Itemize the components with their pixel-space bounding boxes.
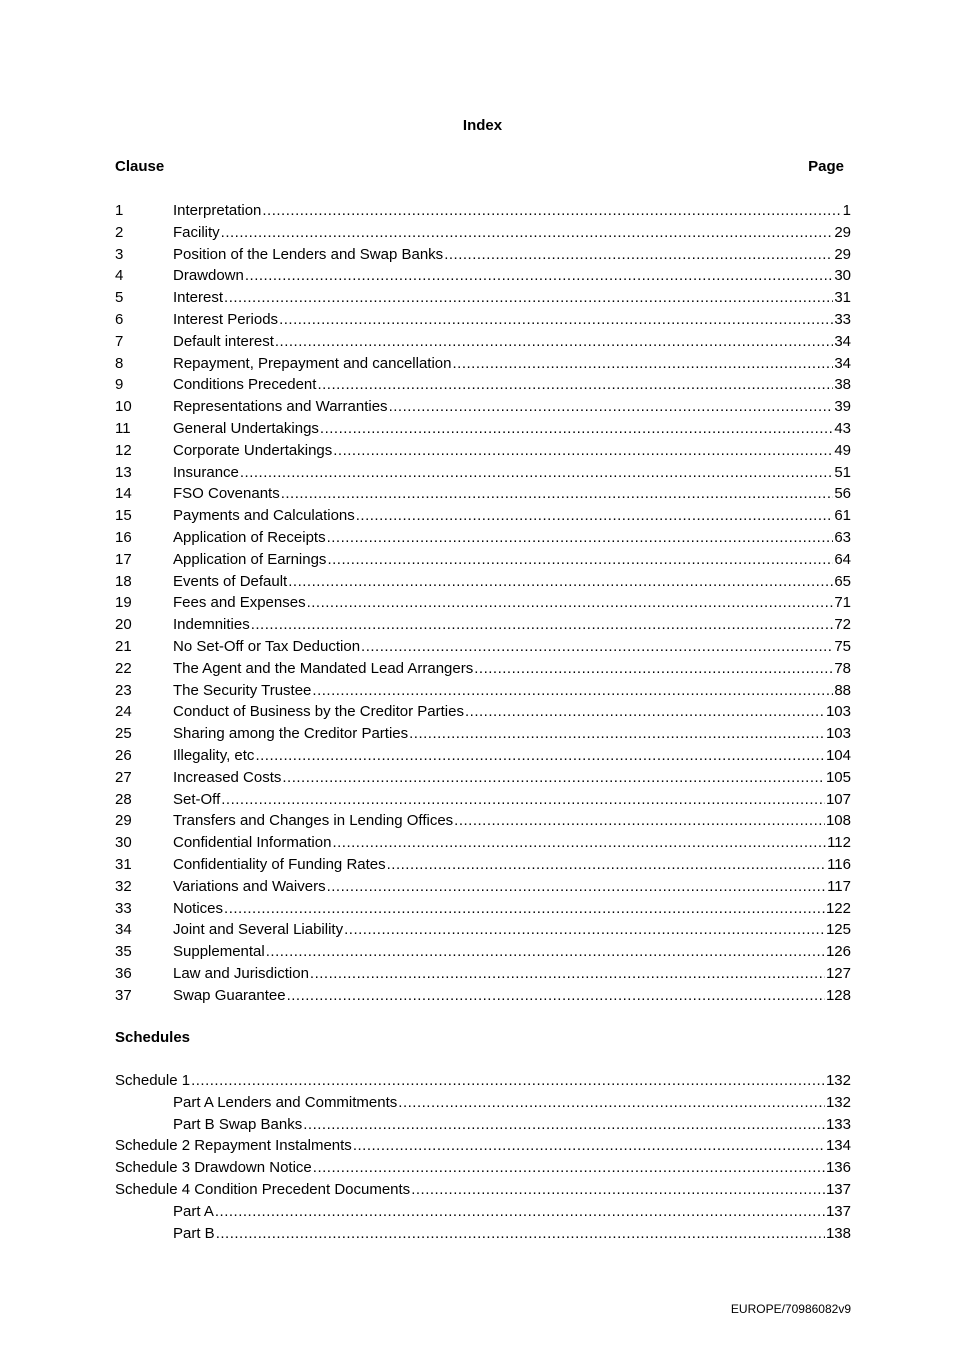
dot-leader bbox=[215, 1201, 825, 1223]
dot-leader bbox=[332, 832, 826, 854]
clause-number: 32 bbox=[115, 877, 132, 895]
clause-title: Interpretation bbox=[173, 202, 262, 219]
schedule-entry[interactable] bbox=[115, 1157, 851, 1179]
page-number: 138 bbox=[825, 1224, 851, 1242]
clause-title: The Agent and the Mandated Lead Arrangers bbox=[173, 659, 474, 677]
page-number: 112 bbox=[827, 834, 851, 852]
schedule-part-entry[interactable] bbox=[115, 1092, 851, 1114]
dot-leader bbox=[333, 440, 833, 462]
clause-list bbox=[115, 200, 851, 1006]
clause-title: Application of Receipts bbox=[173, 528, 326, 546]
clause-number: 23 bbox=[115, 681, 132, 699]
toc-entry[interactable] bbox=[115, 898, 851, 920]
clause-number: 18 bbox=[115, 572, 132, 590]
clause-number: 28 bbox=[115, 790, 132, 808]
clause-number: 7 bbox=[115, 332, 124, 350]
clause-title: Application of Earnings bbox=[173, 550, 327, 568]
toc-entry[interactable] bbox=[115, 418, 851, 440]
clause-title: Increased Costs bbox=[173, 768, 282, 786]
clause-title: Set-Off bbox=[173, 790, 221, 808]
dot-leader bbox=[411, 1179, 825, 1201]
toc-entry[interactable] bbox=[115, 658, 851, 680]
clause-title: Illegality, etc bbox=[173, 746, 255, 764]
toc-entry[interactable] bbox=[115, 854, 851, 876]
schedule-entry[interactable] bbox=[115, 1135, 851, 1157]
schedule-entry[interactable] bbox=[115, 1179, 851, 1201]
clause-number: 22 bbox=[115, 659, 132, 677]
page-number: 132 bbox=[825, 1072, 851, 1089]
toc-entry[interactable] bbox=[115, 680, 851, 702]
page-number: 128 bbox=[825, 986, 851, 1004]
toc-entry[interactable] bbox=[115, 265, 851, 287]
dot-leader bbox=[409, 723, 825, 745]
clause-title: Conduct of Business by the Creditor Parties bbox=[173, 703, 464, 721]
clause-title: Swap Guarantee bbox=[173, 986, 286, 1004]
schedules-heading: Schedules bbox=[115, 1029, 191, 1046]
clause-number: 25 bbox=[115, 725, 132, 743]
dot-leader bbox=[216, 1223, 825, 1245]
schedule-title: Part A bbox=[173, 1202, 214, 1220]
clause-title: Joint and Several Liability bbox=[173, 921, 344, 939]
clause-number: 36 bbox=[115, 964, 132, 982]
page-number: 116 bbox=[827, 855, 851, 873]
clause-number: 6 bbox=[115, 310, 124, 328]
clause-title: Confidentiality of Funding Rates bbox=[173, 855, 386, 873]
page-number: 51 bbox=[834, 463, 851, 481]
clause-number: 11 bbox=[115, 419, 131, 437]
page-column-header: Page bbox=[808, 158, 844, 175]
schedule-title: Schedule 3 Drawdown Notice bbox=[115, 1159, 312, 1177]
dot-leader bbox=[307, 592, 834, 614]
page-number: 137 bbox=[825, 1180, 851, 1198]
dot-leader bbox=[313, 1157, 825, 1179]
schedule-part-entry[interactable] bbox=[115, 1114, 851, 1136]
clause-title: Interest Periods bbox=[173, 310, 279, 328]
clause-number: 37 bbox=[115, 986, 132, 1004]
schedule-part-entry[interactable] bbox=[115, 1223, 851, 1245]
toc-entry[interactable] bbox=[115, 396, 851, 418]
page-number: 78 bbox=[834, 659, 851, 677]
clause-number: 19 bbox=[115, 594, 132, 612]
clause-number: 5 bbox=[115, 289, 124, 307]
toc-entry[interactable] bbox=[115, 505, 851, 527]
schedule-title: Part B Swap Banks bbox=[173, 1115, 303, 1133]
toc-entry[interactable] bbox=[115, 789, 851, 811]
clause-title: Notices bbox=[173, 899, 224, 917]
page-number: 107 bbox=[825, 790, 851, 808]
clause-number: 24 bbox=[115, 703, 132, 721]
page-number: 126 bbox=[825, 943, 851, 961]
clause-title: Transfers and Changes in Lending Offices bbox=[173, 812, 454, 830]
page-number: 108 bbox=[825, 812, 851, 830]
clause-title: Law and Jurisdiction bbox=[173, 964, 309, 982]
toc-entry[interactable] bbox=[115, 309, 851, 331]
clause-number: 30 bbox=[115, 834, 132, 852]
clause-title: Variations and Waivers bbox=[173, 877, 326, 895]
dot-leader bbox=[310, 963, 825, 985]
schedule-title: Part B bbox=[173, 1224, 215, 1242]
clause-number: 33 bbox=[115, 899, 132, 917]
clause-number: 2 bbox=[115, 223, 124, 241]
dot-leader bbox=[361, 636, 833, 658]
clause-title: No Set-Off or Tax Deduction bbox=[173, 637, 361, 655]
page-number: 133 bbox=[825, 1115, 851, 1133]
clause-title: Representations and Warranties bbox=[173, 398, 388, 416]
dot-leader bbox=[327, 876, 827, 898]
page-title: Index bbox=[462, 117, 503, 134]
document-reference: EUROPE/70986082v9 bbox=[730, 1302, 851, 1316]
dot-leader bbox=[282, 767, 825, 789]
page-number: 88 bbox=[834, 681, 851, 699]
clause-number: 17 bbox=[115, 550, 132, 568]
page-number: 103 bbox=[825, 725, 851, 743]
page-number: 137 bbox=[825, 1202, 851, 1220]
page-number: 31 bbox=[834, 289, 851, 307]
clause-title: Supplemental bbox=[173, 943, 265, 961]
dot-leader bbox=[398, 1092, 825, 1114]
clause-title: Corporate Undertakings bbox=[173, 441, 333, 459]
clause-number: 3 bbox=[115, 245, 124, 263]
clause-title: Events of Default bbox=[173, 572, 288, 590]
toc-entry[interactable] bbox=[115, 440, 851, 462]
toc-entry[interactable] bbox=[115, 287, 851, 309]
dot-leader bbox=[474, 658, 833, 680]
clause-title: Payments and Calculations bbox=[173, 507, 355, 525]
page-number: 117 bbox=[827, 877, 851, 895]
dot-leader bbox=[454, 810, 825, 832]
clause-title: Default interest bbox=[173, 332, 274, 350]
toc-entry[interactable] bbox=[115, 919, 851, 941]
toc-entry[interactable] bbox=[115, 483, 851, 505]
clause-title: Insurance bbox=[173, 463, 239, 481]
schedule-title: Schedule 4 Condition Precedent Documents bbox=[115, 1180, 411, 1198]
page-number: 136 bbox=[825, 1159, 851, 1177]
schedule-title: Schedule 1 bbox=[115, 1072, 191, 1089]
clause-title: Facility bbox=[173, 223, 220, 241]
dot-leader bbox=[444, 244, 833, 266]
dot-leader bbox=[387, 854, 826, 876]
dot-leader bbox=[288, 571, 833, 593]
page-number: 56 bbox=[834, 485, 851, 503]
clause-title: Drawdown bbox=[173, 267, 244, 285]
clause-number: 4 bbox=[115, 267, 124, 285]
clause-title: Fees and Expenses bbox=[173, 594, 306, 612]
clause-title: Conditions Precedent bbox=[173, 376, 317, 394]
page-number: 104 bbox=[825, 746, 851, 764]
page-number: 39 bbox=[834, 398, 851, 416]
page-number: 61 bbox=[834, 507, 851, 525]
toc-entry[interactable] bbox=[115, 636, 851, 658]
dot-leader bbox=[266, 941, 825, 963]
dot-leader bbox=[344, 919, 825, 941]
clause-number: 9 bbox=[115, 376, 124, 394]
clause-number: 29 bbox=[115, 812, 132, 830]
page-number: 105 bbox=[825, 768, 851, 786]
toc-entry[interactable] bbox=[115, 941, 851, 963]
page-number: 65 bbox=[834, 572, 851, 590]
dot-leader bbox=[389, 396, 834, 418]
toc-entry[interactable] bbox=[115, 614, 851, 636]
dot-leader bbox=[279, 309, 833, 331]
dot-leader bbox=[245, 265, 833, 287]
dot-leader bbox=[224, 287, 833, 309]
clause-title: Indemnities bbox=[173, 616, 250, 634]
page-number: 127 bbox=[825, 964, 851, 982]
page-number: 43 bbox=[834, 419, 851, 437]
clause-number: 10 bbox=[115, 398, 132, 416]
page-number: 64 bbox=[834, 550, 851, 568]
dot-leader bbox=[262, 200, 841, 222]
page-number: 34 bbox=[834, 332, 851, 350]
toc-entry[interactable] bbox=[115, 832, 851, 854]
dot-leader bbox=[453, 353, 834, 375]
page-number: 75 bbox=[834, 637, 851, 655]
schedule-title: Schedule 2 Repayment Instalments bbox=[115, 1137, 352, 1155]
clause-number: 35 bbox=[115, 943, 132, 961]
toc-entry[interactable] bbox=[115, 745, 851, 767]
schedule-list bbox=[115, 1070, 851, 1244]
toc-entry[interactable] bbox=[115, 810, 851, 832]
clause-title: FSO Covenants bbox=[173, 485, 280, 503]
page-number: 33 bbox=[834, 310, 851, 328]
toc-entry[interactable] bbox=[115, 963, 851, 985]
page-number: 71 bbox=[834, 594, 851, 612]
toc-entry[interactable] bbox=[115, 462, 851, 484]
toc-entry[interactable] bbox=[115, 331, 851, 353]
dot-leader bbox=[251, 614, 834, 636]
page-number: 72 bbox=[834, 616, 851, 634]
toc-entry[interactable] bbox=[115, 592, 851, 614]
dot-leader bbox=[353, 1135, 825, 1157]
page-number: 122 bbox=[825, 899, 851, 917]
clause-title: Repayment, Prepayment and cancellation bbox=[173, 354, 452, 372]
page-number: 63 bbox=[834, 528, 851, 546]
page-number: 125 bbox=[825, 921, 851, 939]
dot-leader bbox=[275, 331, 833, 353]
page-number: 132 bbox=[825, 1093, 851, 1111]
page-number: 103 bbox=[825, 703, 851, 721]
toc-entry[interactable] bbox=[115, 876, 851, 898]
dot-leader bbox=[465, 701, 825, 723]
dot-leader bbox=[287, 985, 825, 1007]
toc-entry[interactable] bbox=[115, 222, 851, 244]
clause-number: 8 bbox=[115, 354, 124, 372]
toc-entry[interactable] bbox=[115, 701, 851, 723]
page-number: 1 bbox=[842, 202, 851, 219]
dot-leader bbox=[281, 483, 834, 505]
dot-leader bbox=[356, 505, 834, 527]
clause-number: 13 bbox=[115, 463, 132, 481]
clause-title: Confidential Information bbox=[173, 834, 332, 852]
clause-title: The Security Trustee bbox=[173, 681, 312, 699]
toc-entry[interactable] bbox=[115, 374, 851, 396]
clause-title: Sharing among the Creditor Parties bbox=[173, 725, 409, 743]
dot-leader bbox=[224, 898, 825, 920]
toc-entry[interactable] bbox=[115, 200, 851, 222]
toc-entry[interactable] bbox=[115, 985, 851, 1007]
clause-number: 15 bbox=[115, 507, 132, 525]
page-number: 49 bbox=[834, 441, 851, 459]
toc-entry[interactable] bbox=[115, 353, 851, 375]
clause-title: General Undertakings bbox=[173, 419, 319, 437]
clause-number: 31 bbox=[115, 855, 132, 873]
toc-entry[interactable] bbox=[115, 767, 851, 789]
dot-leader bbox=[320, 418, 833, 440]
clause-number: 14 bbox=[115, 485, 132, 503]
dot-leader bbox=[312, 680, 833, 702]
dot-leader bbox=[317, 374, 833, 396]
schedule-entry[interactable] bbox=[115, 1070, 851, 1092]
page-number: 134 bbox=[825, 1137, 851, 1155]
clause-title: Interest bbox=[173, 289, 224, 307]
toc-entry[interactable] bbox=[115, 571, 851, 593]
dot-leader bbox=[221, 222, 834, 244]
clause-number: 21 bbox=[115, 637, 132, 655]
clause-number: 12 bbox=[115, 441, 132, 459]
page-number: 38 bbox=[834, 376, 851, 394]
page-number: 30 bbox=[834, 267, 851, 285]
clause-column-header: Clause bbox=[115, 158, 165, 175]
dot-leader bbox=[240, 462, 833, 484]
toc-entry[interactable] bbox=[115, 527, 851, 549]
schedule-title: Part A Lenders and Commitments bbox=[173, 1093, 398, 1111]
dot-leader bbox=[255, 745, 825, 767]
clause-number: 1 bbox=[115, 202, 124, 219]
clause-number: 34 bbox=[115, 921, 132, 939]
dot-leader bbox=[191, 1070, 825, 1092]
dot-leader bbox=[221, 789, 825, 811]
page-number: 34 bbox=[834, 354, 851, 372]
clause-number: 16 bbox=[115, 528, 132, 546]
schedule-part-entry[interactable] bbox=[115, 1201, 851, 1223]
page-number: 29 bbox=[834, 223, 851, 241]
toc-entry[interactable] bbox=[115, 723, 851, 745]
clause-title: Position of the Lenders and Swap Banks bbox=[173, 245, 444, 263]
dot-leader bbox=[327, 549, 833, 571]
toc-entry[interactable] bbox=[115, 244, 851, 266]
clause-number: 27 bbox=[115, 768, 132, 786]
clause-number: 26 bbox=[115, 746, 132, 764]
toc-entry[interactable] bbox=[115, 549, 851, 571]
clause-number: 20 bbox=[115, 616, 132, 634]
page-number: 29 bbox=[834, 245, 851, 263]
dot-leader bbox=[327, 527, 834, 549]
dot-leader bbox=[303, 1114, 825, 1136]
